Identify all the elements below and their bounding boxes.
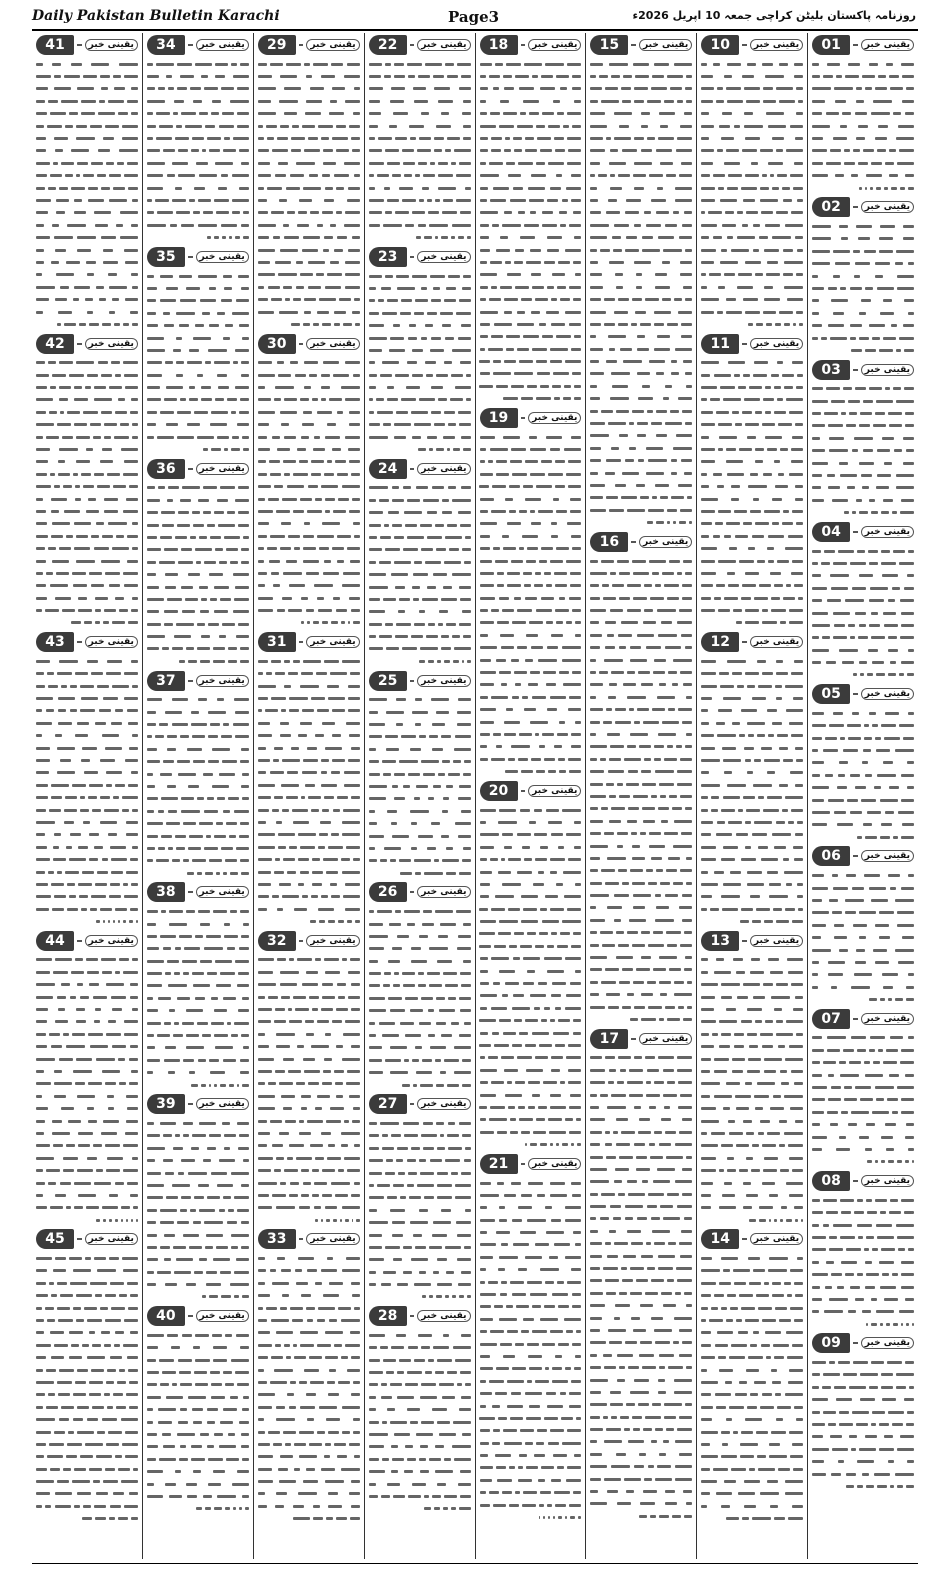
news-item [147, 35, 249, 244]
item-number: 40 [147, 1306, 185, 1326]
item-number: 07 [812, 1009, 850, 1029]
news-item [147, 247, 249, 456]
article-text [369, 694, 471, 880]
news-item [147, 459, 249, 668]
arrow-divider-icon [521, 790, 526, 792]
badge-caption: یقینی خبر [861, 201, 914, 213]
article-text [369, 1117, 471, 1303]
item-badge [258, 632, 360, 652]
arrow-divider-icon [853, 206, 858, 208]
badge-caption: یقینی خبر [196, 39, 249, 51]
arrow-divider-icon [77, 44, 82, 46]
item-badge [701, 334, 803, 354]
arrow-divider-icon [853, 1180, 858, 1182]
arrow-divider-icon [853, 531, 858, 533]
badge-caption: یقینی خبر [750, 39, 803, 51]
article-text [480, 804, 582, 1151]
badge-caption: یقینی خبر [306, 636, 359, 648]
item-number: 35 [147, 247, 185, 267]
arrow-divider-icon [299, 1238, 304, 1240]
item-number: 33 [258, 1229, 296, 1249]
item-number: 44 [36, 931, 74, 951]
news-item [258, 35, 360, 331]
arrow-divider-icon [853, 855, 858, 857]
item-number: 22 [369, 35, 407, 55]
article-text [147, 58, 249, 244]
news-item [480, 408, 582, 778]
item-badge [812, 197, 914, 217]
article-text [812, 383, 914, 519]
news-item [812, 1009, 914, 1168]
arrow-divider-icon [853, 1342, 858, 1344]
badge-caption: یقینی خبر [528, 1158, 581, 1170]
news-item [590, 532, 692, 1026]
badge-caption: یقینی خبر [750, 636, 803, 648]
item-badge [369, 671, 471, 691]
item-badge [812, 846, 914, 866]
article-text [812, 1356, 914, 1492]
badge-caption: یقینی خبر [196, 1098, 249, 1110]
item-badge [147, 247, 249, 267]
item-badge [701, 35, 803, 55]
article-text [480, 1177, 582, 1524]
arrow-divider-icon [77, 940, 82, 942]
news-item [147, 671, 249, 880]
item-number: 11 [701, 334, 739, 354]
item-badge [480, 408, 582, 428]
arrow-divider-icon [853, 693, 858, 695]
news-item [701, 931, 803, 1227]
article-text [812, 869, 914, 1005]
badge-caption: یقینی خبر [306, 1233, 359, 1245]
news-columns [32, 33, 918, 1559]
item-number: 06 [812, 846, 850, 866]
item-number: 10 [701, 35, 739, 55]
arrow-divider-icon [299, 44, 304, 46]
badge-caption: یقینی خبر [85, 935, 138, 947]
item-number: 30 [258, 334, 296, 354]
news-column [32, 33, 142, 1559]
item-badge [812, 1009, 914, 1029]
item-badge [812, 35, 914, 55]
item-number: 36 [147, 459, 185, 479]
item-badge [147, 671, 249, 691]
arrow-divider-icon [521, 1163, 526, 1165]
item-badge [480, 35, 582, 55]
article-text [701, 357, 803, 630]
badge-caption: یقینی خبر [861, 39, 914, 51]
news-item [701, 1229, 803, 1525]
item-badge [147, 882, 249, 902]
item-number: 39 [147, 1094, 185, 1114]
article-text [590, 58, 692, 529]
item-number: 05 [812, 684, 850, 704]
item-number: 08 [812, 1171, 850, 1191]
article-text [36, 357, 138, 630]
news-item [36, 334, 138, 630]
article-text [369, 1329, 471, 1515]
badge-caption: یقینی خبر [417, 675, 470, 687]
news-item [258, 1229, 360, 1525]
badge-caption: یقینی خبر [417, 1310, 470, 1322]
item-badge [590, 532, 692, 552]
article-text [812, 707, 914, 843]
badge-caption: یقینی خبر [528, 412, 581, 424]
news-item [812, 1171, 914, 1330]
arrow-divider-icon [188, 468, 193, 470]
article-text [147, 1117, 249, 1303]
arrow-divider-icon [188, 680, 193, 682]
badge-caption: یقینی خبر [306, 39, 359, 51]
item-badge [258, 35, 360, 55]
article-text [258, 58, 360, 331]
article-text [480, 58, 582, 405]
arrow-divider-icon [188, 891, 193, 893]
urdu-masthead: روزنامہ پاکستان بلیٹن کراچی جمعہ 10 اپریل 2026ء [632, 9, 916, 22]
item-badge [36, 632, 138, 652]
item-badge [147, 459, 249, 479]
item-number: 02 [812, 197, 850, 217]
item-number: 26 [369, 882, 407, 902]
item-badge [369, 247, 471, 267]
badge-caption: یقینی خبر [861, 1013, 914, 1025]
news-column [364, 33, 475, 1559]
news-item [258, 632, 360, 928]
arrow-divider-icon [410, 44, 415, 46]
news-item [812, 684, 914, 843]
badge-caption: یقینی خبر [417, 463, 470, 475]
article-text [369, 270, 471, 456]
item-badge [590, 1029, 692, 1049]
arrow-divider-icon [410, 680, 415, 682]
item-badge [147, 1094, 249, 1114]
item-number: 31 [258, 632, 296, 652]
arrow-divider-icon [521, 44, 526, 46]
header-rule [32, 29, 918, 31]
arrow-divider-icon [77, 1238, 82, 1240]
news-column [807, 33, 918, 1559]
news-item [590, 1029, 692, 1523]
item-number: 29 [258, 35, 296, 55]
item-badge [369, 459, 471, 479]
arrow-divider-icon [742, 44, 747, 46]
badge-caption: یقینی خبر [861, 850, 914, 862]
item-badge [812, 360, 914, 380]
arrow-divider-icon [742, 940, 747, 942]
badge-caption: یقینی خبر [85, 636, 138, 648]
item-number: 15 [590, 35, 628, 55]
item-badge [36, 931, 138, 951]
news-item [812, 846, 914, 1005]
page-number: Page3 [448, 8, 500, 26]
news-item [480, 35, 582, 405]
article-text [701, 58, 803, 331]
news-item [812, 522, 914, 681]
arrow-divider-icon [410, 891, 415, 893]
article-text [812, 1194, 914, 1330]
news-column [253, 33, 364, 1559]
item-badge [590, 35, 692, 55]
item-badge [36, 334, 138, 354]
item-number: 04 [812, 522, 850, 542]
article-text [36, 655, 138, 928]
item-badge [369, 882, 471, 902]
item-badge [369, 1306, 471, 1326]
news-item [147, 1306, 249, 1515]
badge-caption: یقینی خبر [528, 39, 581, 51]
arrow-divider-icon [853, 369, 858, 371]
news-item [36, 931, 138, 1227]
arrow-divider-icon [410, 256, 415, 258]
item-number: 13 [701, 931, 739, 951]
news-item [369, 1306, 471, 1515]
item-number: 09 [812, 1333, 850, 1353]
badge-caption: یقینی خبر [528, 785, 581, 797]
news-item [147, 882, 249, 1091]
article-text [36, 1252, 138, 1525]
arrow-divider-icon [188, 1103, 193, 1105]
news-item [258, 931, 360, 1227]
page-header [0, 0, 950, 30]
news-column [585, 33, 696, 1559]
arrow-divider-icon [188, 256, 193, 258]
footer-rule [32, 1563, 918, 1564]
article-text [701, 954, 803, 1227]
masthead: Daily Pakistan Bulletin Karachi [32, 8, 280, 24]
item-badge [258, 334, 360, 354]
item-badge [36, 1229, 138, 1249]
article-text [369, 482, 471, 668]
badge-caption: یقینی خبر [861, 1337, 914, 1349]
item-number: 42 [36, 334, 74, 354]
item-number: 41 [36, 35, 74, 55]
item-number: 24 [369, 459, 407, 479]
article-text [147, 1329, 249, 1515]
article-text [590, 555, 692, 1026]
article-text [369, 58, 471, 244]
news-item [812, 360, 914, 519]
news-column [142, 33, 253, 1559]
news-item [147, 1094, 249, 1303]
news-item [480, 781, 582, 1151]
article-text [147, 694, 249, 880]
badge-caption: یقینی خبر [639, 1033, 692, 1045]
item-number: 28 [369, 1306, 407, 1326]
news-item [812, 35, 914, 194]
news-item [701, 35, 803, 331]
article-text [36, 58, 138, 331]
badge-caption: یقینی خبر [417, 39, 470, 51]
badge-caption: یقینی خبر [417, 886, 470, 898]
arrow-divider-icon [631, 44, 636, 46]
article-text [812, 58, 914, 194]
item-number: 25 [369, 671, 407, 691]
badge-caption: یقینی خبر [85, 39, 138, 51]
badge-caption: یقینی خبر [196, 251, 249, 263]
badge-caption: یقینی خبر [417, 1098, 470, 1110]
news-item [590, 35, 692, 529]
article-text [701, 1252, 803, 1525]
item-badge [147, 35, 249, 55]
article-text [258, 954, 360, 1227]
article-text [812, 220, 914, 356]
badge-caption: یقینی خبر [639, 39, 692, 51]
arrow-divider-icon [742, 1238, 747, 1240]
badge-caption: یقینی خبر [750, 935, 803, 947]
item-number: 18 [480, 35, 518, 55]
badge-caption: یقینی خبر [861, 1175, 914, 1187]
article-text [701, 655, 803, 928]
news-item [369, 459, 471, 668]
arrow-divider-icon [742, 343, 747, 345]
item-number: 27 [369, 1094, 407, 1114]
news-item [369, 247, 471, 456]
arrow-divider-icon [77, 641, 82, 643]
arrow-divider-icon [521, 417, 526, 419]
item-badge [701, 1229, 803, 1249]
news-item [369, 35, 471, 244]
news-item [812, 197, 914, 356]
arrow-divider-icon [410, 1315, 415, 1317]
news-item [36, 632, 138, 928]
arrow-divider-icon [631, 1038, 636, 1040]
article-text [258, 357, 360, 630]
item-badge [812, 522, 914, 542]
item-number: 32 [258, 931, 296, 951]
item-badge [258, 1229, 360, 1249]
news-item [812, 1333, 914, 1492]
arrow-divider-icon [188, 44, 193, 46]
arrow-divider-icon [410, 468, 415, 470]
article-text [258, 655, 360, 928]
item-badge [369, 35, 471, 55]
article-text [147, 270, 249, 456]
arrow-divider-icon [299, 940, 304, 942]
article-text [147, 482, 249, 668]
badge-caption: یقینی خبر [861, 526, 914, 538]
item-number: 21 [480, 1154, 518, 1174]
item-number: 12 [701, 632, 739, 652]
item-number: 14 [701, 1229, 739, 1249]
badge-caption: یقینی خبر [196, 675, 249, 687]
arrow-divider-icon [742, 641, 747, 643]
item-badge [480, 1154, 582, 1174]
news-item [701, 632, 803, 928]
badge-caption: یقینی خبر [750, 338, 803, 350]
news-item [480, 1154, 582, 1524]
item-badge [258, 931, 360, 951]
news-item [701, 334, 803, 630]
badge-caption: یقینی خبر [196, 886, 249, 898]
item-number: 01 [812, 35, 850, 55]
item-badge [147, 1306, 249, 1326]
item-badge [812, 1171, 914, 1191]
badge-caption: یقینی خبر [306, 338, 359, 350]
arrow-divider-icon [853, 1018, 858, 1020]
item-badge [812, 1333, 914, 1353]
badge-caption: یقینی خبر [196, 463, 249, 475]
news-column [475, 33, 586, 1559]
item-number: 23 [369, 247, 407, 267]
news-item [369, 1094, 471, 1303]
arrow-divider-icon [77, 343, 82, 345]
article-text [369, 905, 471, 1091]
arrow-divider-icon [299, 641, 304, 643]
badge-caption: یقینی خبر [861, 688, 914, 700]
item-badge [812, 684, 914, 704]
badge-caption: یقینی خبر [861, 364, 914, 376]
arrow-divider-icon [188, 1315, 193, 1317]
item-number: 20 [480, 781, 518, 801]
news-column [696, 33, 807, 1559]
item-badge [369, 1094, 471, 1114]
article-text [812, 1032, 914, 1168]
item-badge [701, 931, 803, 951]
item-number: 43 [36, 632, 74, 652]
arrow-divider-icon [631, 541, 636, 543]
news-item [369, 671, 471, 880]
article-text [36, 954, 138, 1227]
item-number: 34 [147, 35, 185, 55]
news-item [258, 334, 360, 630]
news-item [36, 1229, 138, 1525]
item-badge [36, 35, 138, 55]
badge-caption: یقینی خبر [417, 251, 470, 263]
arrow-divider-icon [853, 44, 858, 46]
badge-caption: یقینی خبر [306, 935, 359, 947]
badge-caption: یقینی خبر [750, 1233, 803, 1245]
article-text [258, 1252, 360, 1525]
badge-caption: یقینی خبر [85, 338, 138, 350]
news-item [36, 35, 138, 331]
badge-caption: یقینی خبر [85, 1233, 138, 1245]
article-text [147, 905, 249, 1091]
arrow-divider-icon [410, 1103, 415, 1105]
item-number: 19 [480, 408, 518, 428]
badge-caption: یقینی خبر [639, 536, 692, 548]
item-number: 17 [590, 1029, 628, 1049]
badge-caption: یقینی خبر [196, 1310, 249, 1322]
item-number: 45 [36, 1229, 74, 1249]
item-number: 37 [147, 671, 185, 691]
item-number: 38 [147, 882, 185, 902]
article-text [812, 545, 914, 681]
item-badge [480, 781, 582, 801]
article-text [590, 1052, 692, 1523]
item-number: 03 [812, 360, 850, 380]
article-text [480, 431, 582, 778]
news-item [369, 882, 471, 1091]
arrow-divider-icon [299, 343, 304, 345]
item-number: 16 [590, 532, 628, 552]
item-badge [701, 632, 803, 652]
